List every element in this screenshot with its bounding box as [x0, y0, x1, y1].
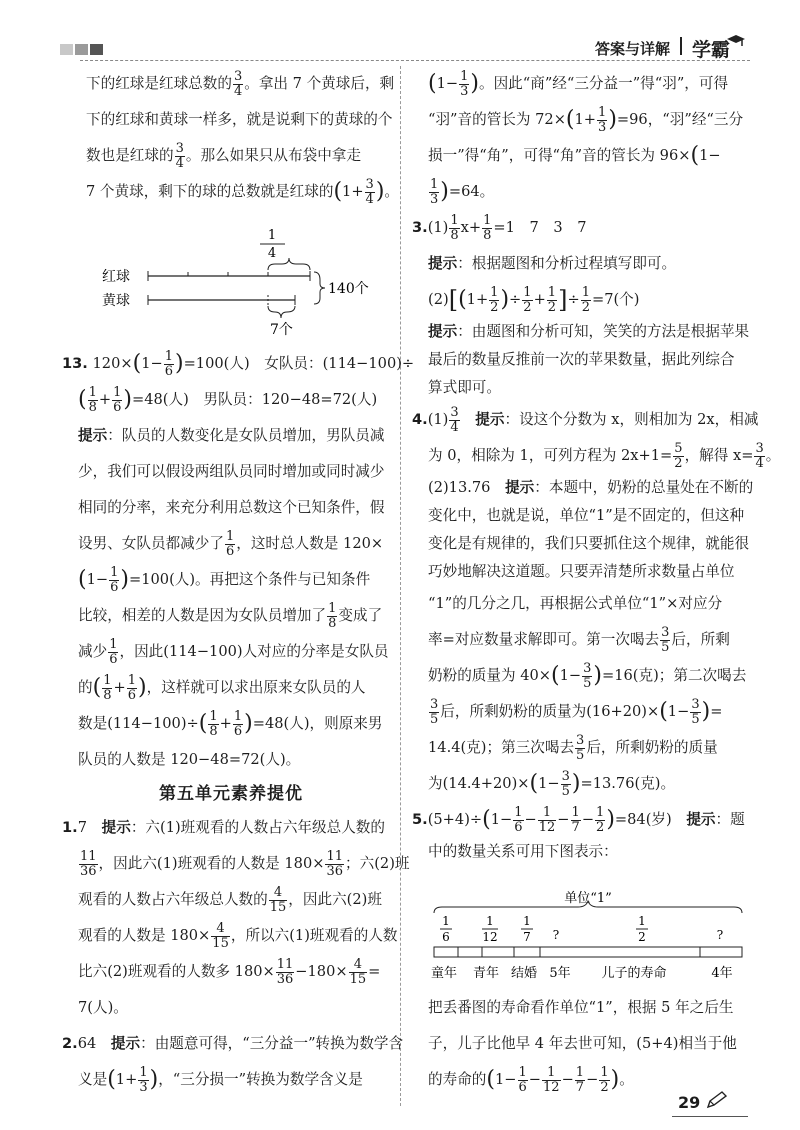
fraction: $\frac{1}{6}$: [110, 564, 119, 595]
fraction: $\frac{3}{4}$: [175, 140, 184, 171]
bottom-brace: [268, 306, 295, 318]
text-line: 下的红球和黄球一样多，就是说剩下的黄球的个: [86, 111, 393, 128]
stage-label: 4年: [711, 966, 733, 981]
text-line: 变化是有规律的，我们只要抓住这个规律，就能很: [428, 535, 750, 552]
lifespan-diagram-svg: [428, 893, 748, 993]
text-line: 损一”得“角”，可得“角”音的管长为 96×(1−: [428, 143, 721, 168]
fraction: $\frac{3}{4}$: [365, 176, 374, 207]
fraction: $\frac{11}{36}$: [80, 848, 97, 879]
yellow-label: 黄球: [102, 293, 130, 309]
fraction: $\frac{1}{8}$: [88, 384, 97, 415]
fraction: $\frac{3}{5}$: [691, 696, 700, 727]
answer-1: 1.7 提示：六(1)班观看的人数占六年级总人数的: [62, 819, 385, 836]
fraction: $\frac{1}{2}$: [596, 804, 605, 835]
text-line: 巧妙地解决这道题。只要弄清楚所求数量占单位: [428, 563, 735, 580]
fraction: $\frac{3}{4}$: [233, 68, 243, 99]
fraction: $\frac{1}{8}$: [209, 708, 218, 739]
fraction: $\frac{1}{6}$: [164, 348, 173, 379]
text-line: 义是(1+ $\frac{1}{3}$ )，“三分损一”转换为数学含义是: [78, 1064, 363, 1095]
fraction: $\frac{5}{2}$: [674, 440, 683, 471]
text-line: 奶粉的质量为 40×(1− $\frac{3}{5}$ )=16(克)；第二次喝去: [428, 660, 747, 691]
text-line: 为 0，相除为 1，可列方程为 2x+1= $\frac{5}{2}$ ，解得 x= $\frac{3}{4}$ 。: [428, 440, 781, 471]
text-line: (2)[(1+ $\frac{1}{2}$ )÷ $\frac{1}{2}$ + $\frac{1}{2}$ ]÷ $\frac{1}{2}$ =7(个): [428, 284, 640, 315]
fraction: $\frac{1}{8}$: [450, 212, 459, 243]
text-line: “1”的几分之几，再根据公式单位“1”×对应分: [428, 595, 723, 612]
seg-question: ?: [552, 928, 560, 942]
header-square: [60, 44, 73, 55]
fraction: $\frac{1}{8}$: [483, 212, 492, 243]
text-line: 7 个黄球，剩下的球的总数就是红球的(1+ $\frac{3}{4}$ )。: [86, 176, 400, 207]
header-title: 答案与详解: [594, 40, 670, 58]
fraction: $\frac{3}{5}$: [430, 696, 439, 727]
header-square: [75, 44, 88, 55]
fraction: $\frac{1}{6}$: [233, 708, 243, 739]
seg-question: ?: [716, 928, 724, 942]
fraction: $\frac{3}{5}$: [561, 768, 570, 799]
text-line: 算式即可。: [428, 379, 501, 396]
text-line: 设男、女队员都减少了 $\frac{1}{6}$ ，这时总人数是 120×: [78, 528, 384, 559]
fraction: $\frac{1}{8}$: [103, 672, 112, 703]
stage-label: 5年: [549, 966, 571, 981]
right-brace: [314, 272, 325, 304]
fraction: $\frac{3}{4}$: [755, 440, 764, 471]
text-line: 比较，相差的人数是因为女队员增加了 $\frac{1}{8}$ 变成了: [78, 600, 383, 631]
total-label: 140个: [328, 281, 369, 297]
text-line: ( $\frac{1}{8}$ + $\frac{1}{6}$ )=48(人) 男队员：120−48=72(人): [78, 384, 378, 415]
top-fraction-den: 4: [267, 246, 277, 261]
lifespan-diagram: [428, 893, 748, 993]
text-line: 变化中，也就是说，单位“1”是不固定的，但这种: [428, 507, 745, 524]
answer-3: 3.(1) $\frac{1}{8}$ x+ $\frac{1}{8}$ =1 7 3 7: [412, 212, 587, 243]
text-line: (2)13.76 提示：本题中，奶粉的总量处在不断的: [428, 479, 754, 496]
text-line: $\frac{1}{3}$ )=64。: [430, 176, 495, 207]
text-line: 相同的分率，来充分利用总数这个已知条件，假: [78, 499, 385, 516]
footer-rule: [672, 1116, 748, 1117]
red-label: 红球: [102, 269, 130, 285]
stage-label: 结婚: [510, 966, 538, 981]
fraction: $\frac{11}{36}$: [326, 848, 344, 879]
fraction: $\frac{1}{2}$: [547, 284, 557, 315]
text-line: 观看的人数占六年级总人数的 $\frac{4}{15}$ ，因此六(2)班: [78, 884, 382, 915]
fraction: $\frac{1}{6}$: [127, 672, 136, 703]
seg-num: 1: [523, 914, 531, 928]
text-line: 数是(114−100)÷( $\frac{1}{8}$ + $\frac{1}{6}$ )=48(人)，则原来男: [78, 708, 383, 739]
seg-num: 1: [442, 914, 450, 928]
fraction: $\frac{4}{15}$: [349, 956, 367, 987]
answer-13: 13. 120×(1− $\frac{1}{6}$ )=100(人) 女队员：(114−100)÷: [62, 348, 415, 379]
text-line: “羽”音的管长为 72×(1+ $\frac{1}{3}$ )=96，“羽”经“三分: [428, 104, 744, 135]
fraction: $\frac{3}{4}$: [450, 404, 459, 435]
right-column: [412, 66, 781, 866]
stage-label: 儿子的寿命: [601, 966, 667, 981]
page-header: [60, 34, 750, 62]
fraction: $\frac{11}{36}$: [276, 956, 294, 987]
fraction: $\frac{1}{8}$: [328, 600, 337, 631]
text-line: 提示：根据题图和分析过程填写即可。: [428, 255, 677, 272]
answer-5: 5.(5+4)÷(1− $\frac{1}{6}$ − $\frac{1}{12}$ − $\frac{1}{7}$ − $\frac{1}{2}$ )=84(岁) 提示：题: [412, 804, 745, 835]
fraction: $\frac{1}{6}$: [518, 1064, 527, 1095]
fraction: $\frac{1}{6}$: [225, 528, 235, 559]
text-line: 的寿命的(1− $\frac{1}{6}$ − $\frac{1}{12}$ − $\frac{1}{7}$ − $\frac{1}{2}$ )。: [428, 1064, 634, 1095]
graduation-cap-icon: [726, 34, 746, 48]
fraction: $\frac{4}{15}$: [212, 920, 229, 951]
fraction: $\frac{1}{3}$: [139, 1064, 148, 1095]
fraction: $\frac{3}{5}$: [576, 732, 585, 763]
segment-diagram-svg: [100, 226, 369, 346]
answer-2: 2.64 提示：由题意可得，“三分益一”转换为数学含: [62, 1035, 404, 1052]
text-line: 观看的人数是 180× $\frac{4}{15}$ ，所以六(1)班观看的人数: [78, 920, 398, 951]
seg-num: 1: [638, 914, 646, 928]
text-line: 数也是红球的 $\frac{3}{4}$ 。那么如果只从布袋中拿走: [86, 140, 361, 171]
text-line: 少，我们可以假设两组队员同时增加或同时减少: [78, 463, 385, 480]
text-line: 最后的数量反推前一次的苹果数量，据此列综合: [428, 351, 735, 368]
text-line: $\frac{11}{36}$ ，因此六(1)班观看的人数是 180× $\frac{11}{36}$ ；六(2)班: [80, 848, 410, 879]
text-line: 下的红球是红球总数的 $\frac{3}{4}$ 。拿出 7 个黄球后，剩: [86, 68, 395, 99]
fraction: $\frac{1}{2}$: [523, 284, 532, 315]
lifespan-bar: [434, 947, 742, 957]
header-separator: [680, 37, 682, 55]
stage-label: 童年: [430, 966, 458, 981]
fraction: $\frac{1}{2}$: [490, 284, 499, 315]
fraction: $\frac{1}{12}$: [543, 1064, 560, 1095]
fraction: $\frac{3}{5}$: [661, 624, 670, 655]
text-line: 提示：队员的人数变化是女队员增加，男队员减: [78, 427, 385, 444]
fraction: $\frac{1}{6}$: [514, 804, 523, 835]
fraction: $\frac{1}{3}$: [460, 68, 469, 99]
text-line: 7(人)。: [78, 999, 128, 1016]
seg-den: 12: [482, 930, 498, 944]
text-line: 的( $\frac{1}{8}$ + $\frac{1}{6}$ )，这样就可以求出原来女队员的人: [78, 672, 366, 703]
left-column: [62, 66, 400, 210]
text-line: 率=对应数量求解即可。第一次喝去 $\frac{3}{5}$ 后，所剩: [428, 624, 730, 655]
unit-label: 单位“1”: [564, 891, 612, 906]
diff-label: 7个: [270, 322, 293, 338]
fraction: $\frac{1}{12}$: [538, 804, 556, 835]
right-column-tail: [412, 990, 750, 1098]
fraction: $\frac{1}{7}$: [575, 1064, 585, 1095]
text-line: 减少 $\frac{1}{6}$ ，因此(114−100)人对应的分率是女队员: [78, 636, 389, 667]
seg-den: 2: [638, 930, 646, 944]
page-number: 29: [678, 1093, 701, 1112]
fraction: $\frac{4}{15}$: [269, 884, 287, 915]
seg-den: 7: [523, 930, 531, 944]
header-rule: [80, 60, 750, 61]
text-line: $\frac{3}{5}$ 后，所剩奶粉的质量为(16+20)×(1− $\frac{3}{5}$ )=: [430, 696, 723, 727]
fraction: $\frac{1}{7}$: [571, 804, 580, 835]
fraction: $\frac{1}{6}$: [109, 636, 118, 667]
header-brand: 学霸: [691, 39, 730, 61]
stage-label: 青年: [472, 966, 500, 981]
fraction: $\frac{1}{2}$: [600, 1064, 609, 1095]
fraction: $\frac{1}{3}$: [598, 104, 607, 135]
seg-num: 1: [486, 914, 494, 928]
text-line: 队员的人数是 120−48=72(人)。: [78, 751, 301, 768]
answer-4: 4.(1) $\frac{3}{4}$ 提示：设这个分数为 x，则相加为 2x，相减: [412, 404, 759, 435]
column-divider: [400, 66, 401, 1106]
fraction: $\frac{1}{2}$: [581, 284, 590, 315]
text-line: 子，儿子比他早 4 年去世可知，(5+4)相当于他: [428, 1035, 737, 1052]
text-line: 为(14.4+20)×(1− $\frac{3}{5}$ )=13.76(克)。: [428, 768, 676, 799]
section-title: 第五单元素养提优: [159, 784, 303, 804]
text-line: 14.4(克)；第三次喝去 $\frac{3}{5}$ 后，所剩奶粉的质量: [428, 732, 718, 763]
seg-den: 6: [442, 930, 450, 944]
text-line: (1− $\frac{1}{3}$ )。因此“商”经“三分益一”得“羽”，可得: [428, 68, 729, 99]
fraction: $\frac{1}{3}$: [430, 176, 439, 207]
text-line: 中的数量关系可用下图表示：: [428, 843, 618, 860]
text-line: 比六(2)班观看的人数多 180× $\frac{11}{36}$ −180× $\frac{4}{15}$ =: [78, 956, 381, 987]
fraction: $\frac{1}{6}$: [113, 384, 122, 415]
top-fraction-num: 1: [267, 228, 277, 243]
text-line: 提示：由题图和分析可知，笑笑的方法是根据苹果: [428, 323, 750, 340]
text-line: 把丢番图的寿命看作单位“1”，根据 5 年之后生: [428, 999, 734, 1016]
text-line: (1− $\frac{1}{6}$ )=100(人)。再把这个条件与已知条件: [78, 564, 371, 595]
pencil-icon: [705, 1090, 729, 1110]
left-column-lower: [62, 346, 415, 1098]
segment-diagram: [100, 226, 369, 346]
fraction: $\frac{3}{5}$: [583, 660, 592, 691]
header-square: [90, 44, 103, 55]
